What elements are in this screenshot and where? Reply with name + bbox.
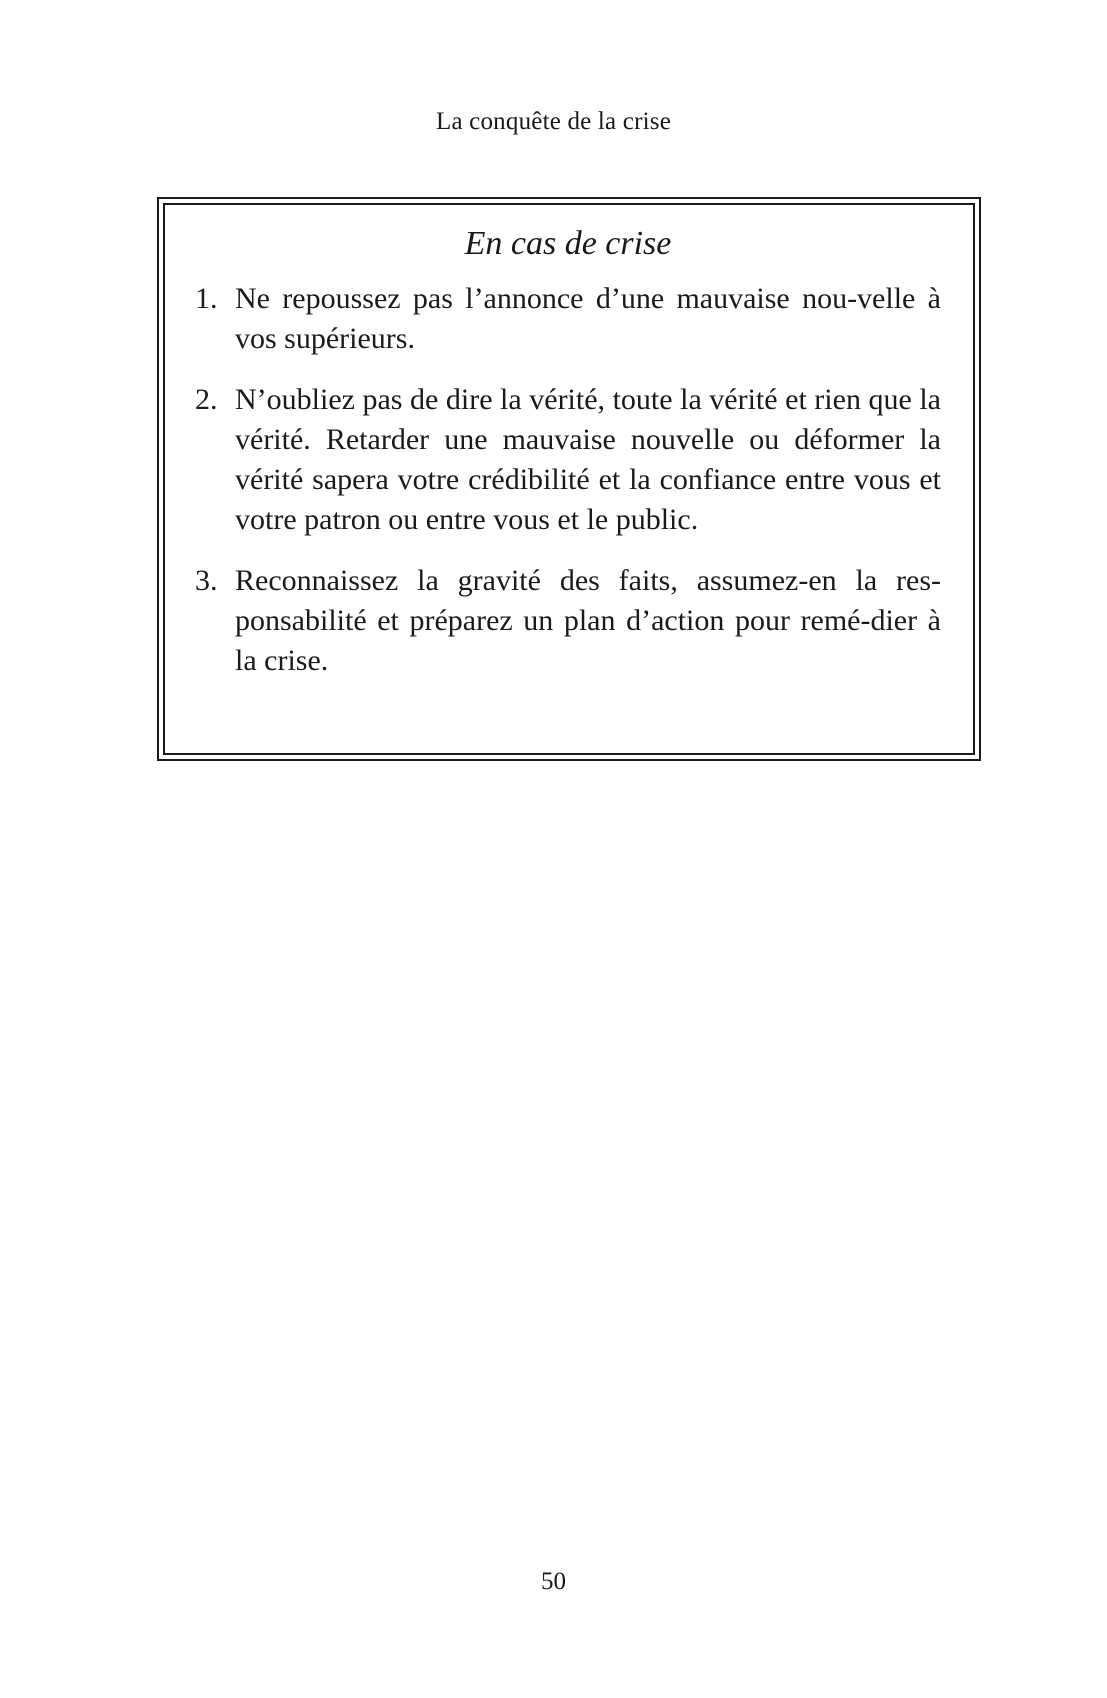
page-number: 50: [541, 1568, 566, 1595]
item-text: Reconnaissez la gravité des faits, assumez-en la res-ponsabilité et préparez un plan d’action pour remé-dier à la crise.: [235, 564, 941, 677]
item-number: 2.: [195, 383, 218, 416]
list-item: [195, 561, 941, 681]
running-header: La conquête de la crise: [435, 108, 672, 135]
item-number: 3.: [195, 564, 218, 597]
list-item: [195, 380, 941, 540]
crisis-box: [157, 197, 981, 761]
item-text: Ne repoussez pas l’annonce d’une mauvaise nou-velle à vos supérieurs.: [235, 282, 941, 355]
item-text: N’oubliez pas de dire la vérité, toute la vérité et rien que la vérité. Retarder une mauvaise nouvelle ou déformer la vérité sapera votre crédibilité et la confiance entre vous et votre patron ou entre vous et le public.: [235, 383, 941, 536]
crisis-box-inner: [163, 203, 975, 755]
list-item: [195, 279, 941, 359]
box-title: En cas de crise: [464, 225, 672, 262]
item-number: 1.: [195, 282, 218, 315]
